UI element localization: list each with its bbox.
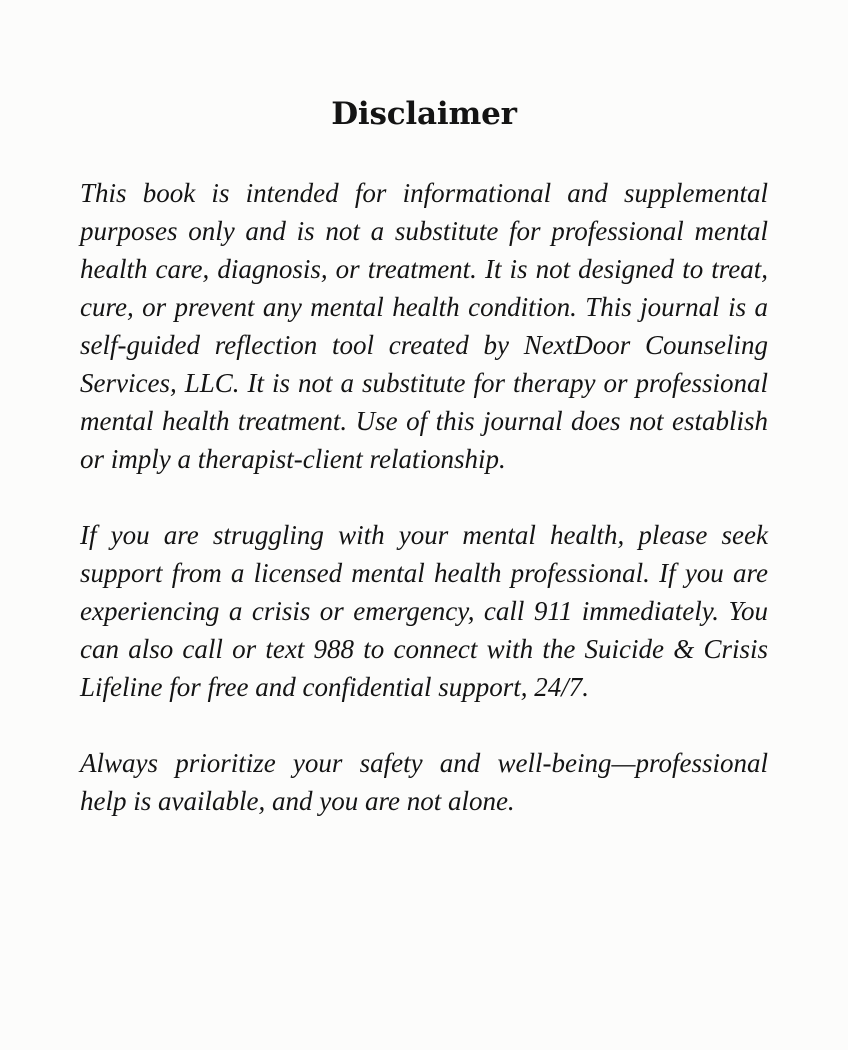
disclaimer-paragraph: This book is intended for informational and supplemental purposes only and is not a substitute for professional mental health care, diagnosis, or treatment. It is not designed to treat, cure, or prevent any mental health condition. This journal is a self-guided reflection tool created by NextDoor Counseling Services, LLC. It is not a substitute for therapy or professional mental health treatment. Use of this journal does not establish or imply a therapist-client relationship.: [80, 178, 768, 474]
closing-paragraph: Always prioritize your safety and well-being—professional help is available, and you are not alone.: [80, 748, 768, 816]
disclaimer-page: [80, 92, 768, 858]
crisis-support-paragraph: If you are struggling with your mental health, please seek support from a licensed mental health professional. If you are experiencing a crisis or emergency, call 911 immediately. You can also call or text 988 to connect with the Suicide & Crisis Lifeline for free and confidential support, 24/7.: [80, 520, 768, 702]
page-title: Disclaimer: [331, 96, 517, 132]
